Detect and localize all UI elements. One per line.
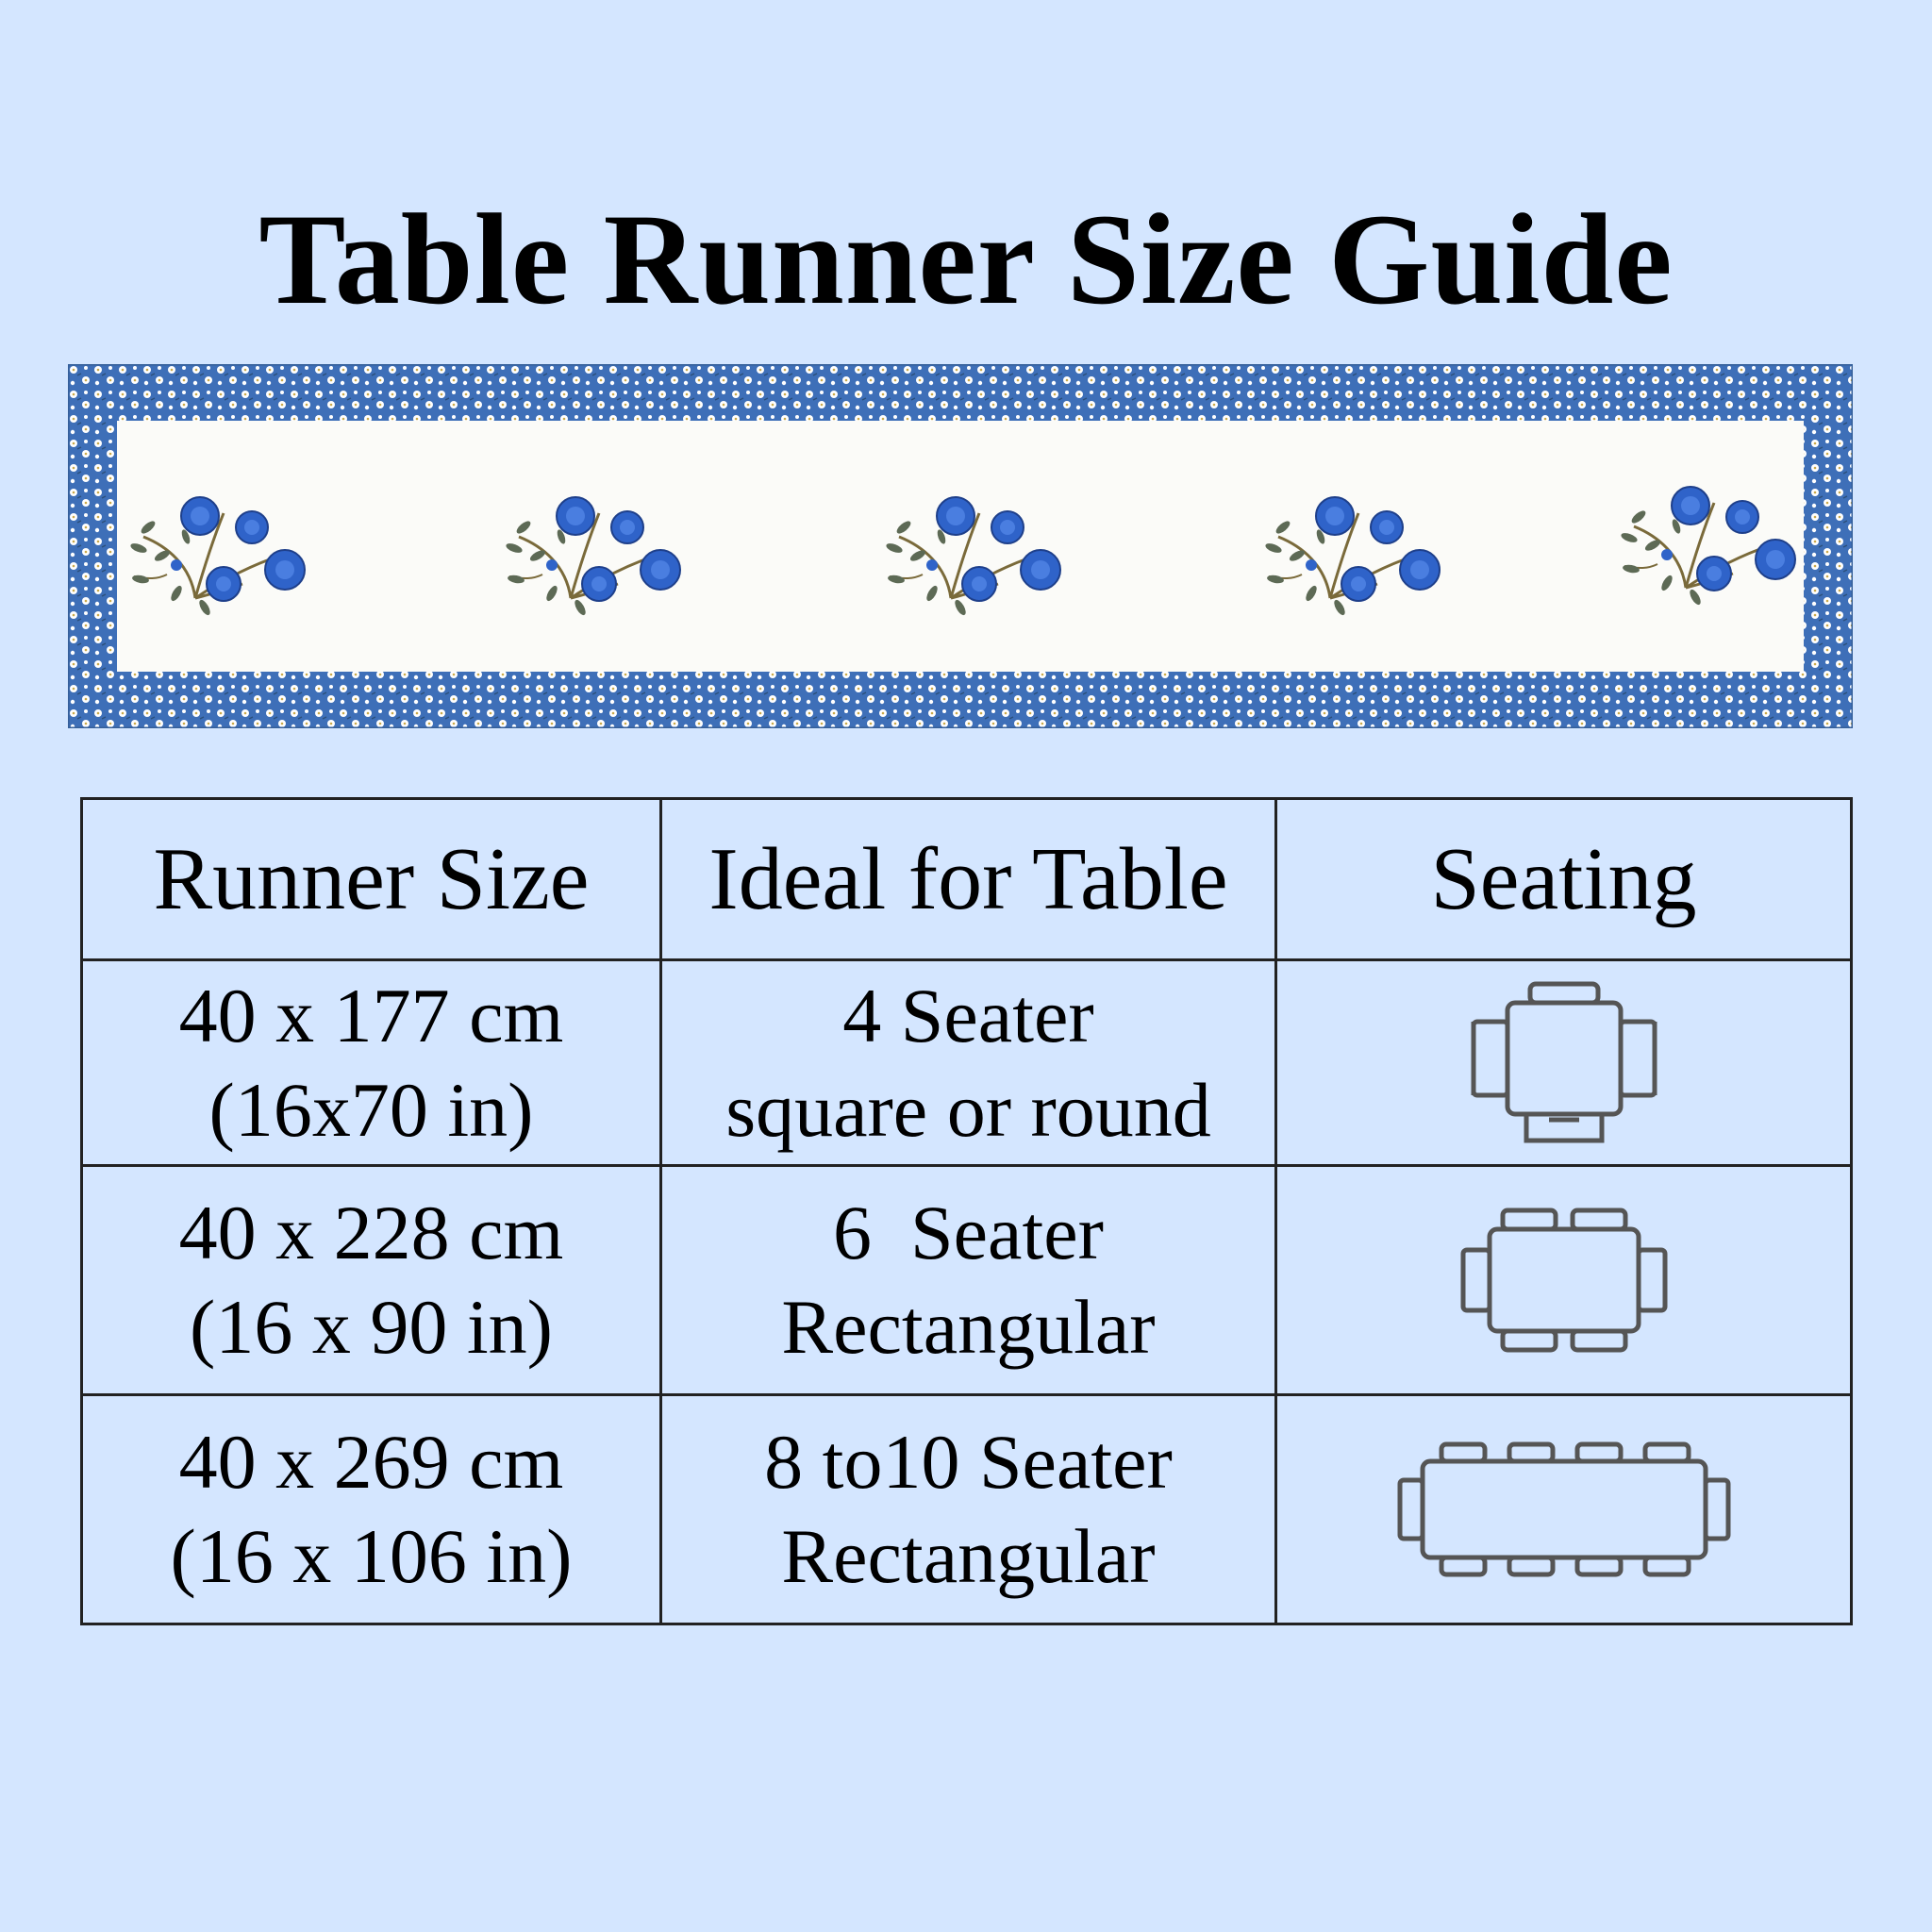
table-runner-image — [68, 364, 1853, 728]
seater-count: 4 Seater — [842, 972, 1094, 1058]
ten-seat-table-icon — [1394, 1439, 1734, 1580]
seating-cell — [1276, 1395, 1852, 1624]
size-in: (16 x 106 in) — [170, 1513, 573, 1599]
table-shape: Rectangular — [781, 1513, 1156, 1599]
table-header-row — [82, 799, 1852, 960]
table-row — [82, 1166, 1852, 1395]
seating-cell — [1276, 1166, 1852, 1395]
runner-size-cell — [82, 960, 661, 1166]
six-seat-table-icon — [1456, 1205, 1673, 1356]
ideal-table-cell — [661, 1166, 1276, 1395]
size-in: (16 x 90 in) — [190, 1284, 553, 1370]
size-cm: 40 x 269 cm — [178, 1419, 564, 1505]
table-row — [82, 1395, 1852, 1624]
table-shape: square or round — [725, 1066, 1211, 1153]
header-runner-size: Runner Size — [82, 799, 661, 960]
ideal-table-cell — [661, 1395, 1276, 1624]
size-cm: 40 x 177 cm — [178, 972, 564, 1058]
four-seat-table-icon — [1460, 978, 1668, 1148]
seating-cell — [1276, 960, 1852, 1166]
runner-size-cell — [82, 1395, 661, 1624]
size-in: (16x70 in) — [208, 1066, 534, 1153]
table-row — [82, 960, 1852, 1166]
ideal-table-cell — [661, 960, 1276, 1166]
header-ideal-for-table: Ideal for Table — [661, 799, 1276, 960]
seater-count: 8 to10 Seater — [764, 1419, 1173, 1505]
size-cm: 40 x 228 cm — [178, 1190, 564, 1275]
seater-count: 6 Seater — [833, 1190, 1104, 1275]
size-guide-table — [80, 797, 1853, 1625]
page-title: Table Runner Size Guide — [258, 187, 1674, 331]
table-shape: Rectangular — [781, 1284, 1156, 1370]
header-seating: Seating — [1276, 799, 1852, 960]
runner-size-cell — [82, 1166, 661, 1395]
